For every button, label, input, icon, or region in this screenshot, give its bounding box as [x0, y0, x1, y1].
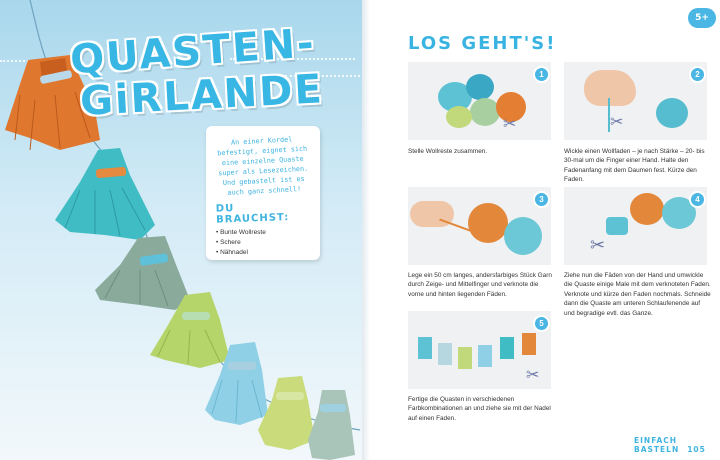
scissors-icon: ✂: [526, 367, 540, 384]
tassel: [438, 343, 452, 365]
tassel-sage: [95, 236, 190, 310]
info-card: [206, 126, 320, 260]
step-4-photo: [564, 187, 707, 265]
yarn-ball: [630, 193, 664, 225]
tassel-yellowgreen: [258, 376, 315, 450]
title-line-1: QUASTEN-: [68, 20, 318, 84]
hand: [584, 70, 636, 106]
yarn-ball: [446, 106, 472, 128]
page-title: [68, 20, 325, 125]
page-number: 105: [687, 445, 706, 454]
tassel: [606, 217, 628, 235]
needs-item: • Schere: [216, 238, 310, 248]
step-number-badge: 4: [689, 191, 706, 208]
step-4-caption: Ziehe nun die Fäden von der Hand und umwickle die Quaste einige Male mit dem verknoteten Faden. Verknote und kürze den Faden nochmals. Schneide dann die Quaste am unteren Schlaufenende auf und begradige evtl. das Ganze.: [564, 272, 711, 317]
needs-title: DU BRAUCHST:: [215, 203, 290, 226]
step-3-photo: [408, 187, 551, 265]
footer-label: EINFACH BASTELN: [634, 436, 680, 454]
yarn-ball: [656, 98, 688, 128]
page-gutter: [362, 0, 370, 460]
card-intro-text: An einer Kordel befestigt, eignet sich eine einzelne Quaste super als Lesezeichen. Und gebastelt ist es auch ganz schnell!: [217, 135, 309, 197]
step-number-badge: 2: [689, 66, 706, 83]
step-2-photo: [564, 62, 707, 140]
step-number-badge: 1: [533, 66, 550, 83]
tassel: [478, 345, 492, 367]
step-number-badge: 5: [533, 315, 550, 332]
tassel: [418, 337, 432, 359]
needs-list: [216, 228, 310, 258]
needs-item: • Bunte Wollreste: [216, 228, 310, 238]
scissors-icon: ✂: [610, 114, 624, 131]
yarn-ball: [468, 203, 508, 243]
tassel: [522, 333, 536, 355]
needs-item: • Nähnadel: [216, 248, 310, 258]
page-footer: [634, 436, 720, 454]
tassel-turquoise: [55, 148, 155, 240]
yarn-ball: [504, 217, 542, 255]
tassel: [458, 347, 472, 369]
step-2-caption: Wickle einen Wollfaden – je nach Stärke – 20- bis 30-mal um die Finger einer Hand. Halte den Fadenanfang mit dem Daumen fest. Kürze den Faden.: [564, 148, 705, 184]
yarn-ball: [466, 74, 494, 100]
scissors-icon: ✂: [503, 116, 517, 133]
step-1-photo: [408, 62, 551, 140]
step-5-photo: [408, 311, 551, 389]
step-5-caption: Fertige die Quasten in verschiedenen Farbkombinationen an und ziehe sie mit der Nadel auf einen Faden.: [408, 396, 551, 422]
title-line-2: GiRLANDE: [78, 66, 325, 125]
section-heading: LOS GEHT'S!: [408, 33, 557, 54]
step-1-caption: Stelle Wollreste zusammen.: [408, 148, 488, 155]
tassel: [500, 337, 514, 359]
tassel-greygreen: [308, 390, 355, 460]
step-number-badge: 3: [533, 191, 550, 208]
scissors-icon: ✂: [590, 235, 606, 255]
age-badge: 5+: [688, 8, 716, 28]
step-3-caption: Lege ein 50 cm langes, andersfarbiges Stück Garn durch Zeige- und Mittelfinger und verknote die vorne und hinten liegenden Fäden.: [408, 272, 552, 298]
